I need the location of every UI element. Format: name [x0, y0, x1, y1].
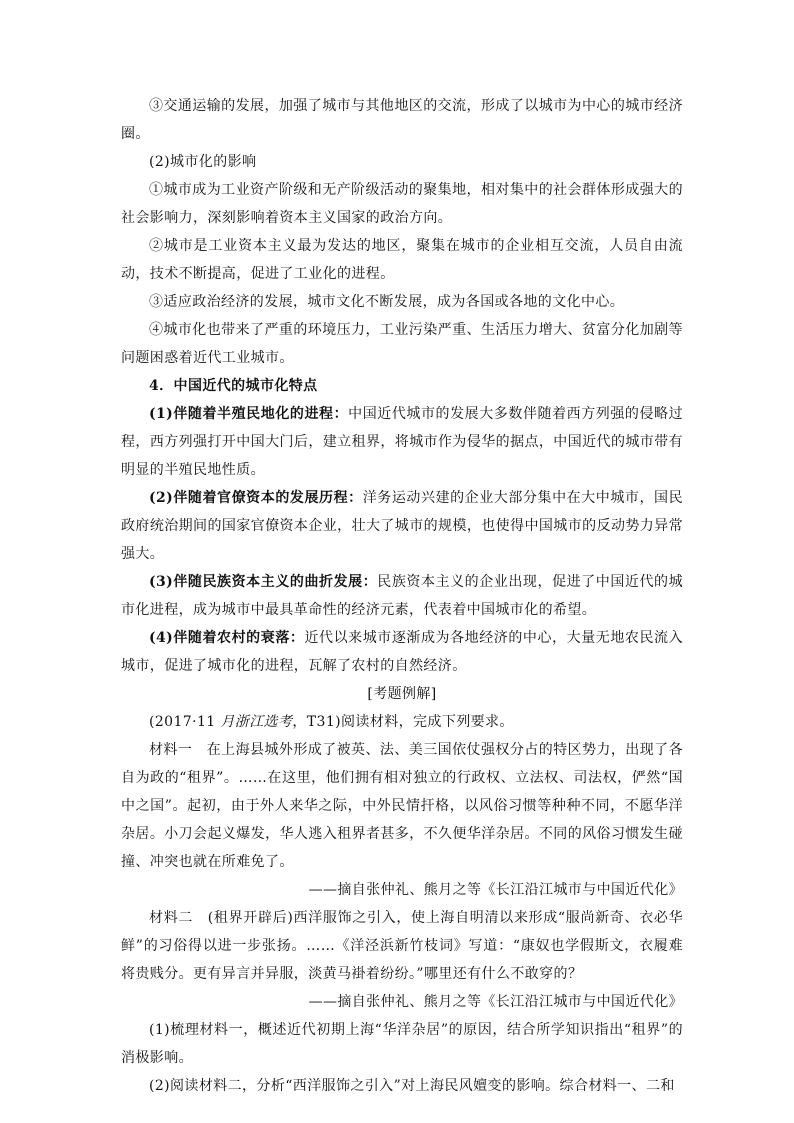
paragraph-feature-3: [121, 568, 683, 624]
feature-3-heading: (3)伴随民族资本主义的曲折发展：: [149, 574, 378, 590]
paragraph-impact-3: ③适应政治经济的发展，城市文化不断发展，成为各国或各地的文化中心。: [149, 294, 625, 310]
feature-1-body: 中国近代城市的发展大多数伴随着西方列强的侵略过程，西方列强打开中国大门后，建立租界，将城市作为侵华的据点，中国近代的城市带有明显的半殖民地性质。: [121, 406, 683, 478]
paragraph-impact-4: ④城市化也带来了严重的环境压力，工业污染严重、生活压力增大、贫富分化加剧等问题困惑着近代工业城市。: [121, 322, 683, 366]
feature-4-heading: (4)伴随着农村的衰落：: [149, 630, 305, 646]
paragraph-feature-1: [121, 400, 683, 484]
paragraph-transport: ③交通运输的发展，加强了城市与其他地区的交流，形成了以城市为中心的城市经济圈。: [121, 98, 683, 142]
paragraph-feature-2: [121, 484, 683, 568]
paragraph-impact-2: ②城市是工业资本主义最为发达的地区，聚集在城市的企业相互交流，人员自由流动，技术不断提高，促进了工业化的进程。: [121, 238, 683, 282]
question-intro: [121, 708, 683, 736]
document-body: [121, 92, 683, 1100]
heading-china-urbanization: 4．中国近代的城市化特点: [149, 378, 318, 394]
material-one-citation: ——摘自张仲礼、熊月之等《长江沿江城市与中国近代化》: [308, 882, 683, 898]
question-source-exam: 月浙江选考: [220, 714, 293, 730]
section-label-exam-example: [考题例解]: [367, 686, 437, 702]
material-two-citation: ——摘自张仲礼、熊月之等《长江沿江城市与中国近代化》: [308, 994, 683, 1010]
question-instruction: ，T31)阅读材料，完成下列要求。: [292, 714, 514, 730]
feature-3-body: 民族资本主义的企业出现，促进了中国近代的城市化进程，成为城市中最具革命性的经济元素，代表着中国城市化的希望。: [121, 574, 683, 618]
material-two: 材料二 (租界开辟后)西洋服饰之引入，使上海自明清以来形成“服尚新奇、衣必华鲜”的习俗得以进一步张扬。……《洋泾浜新竹枝词》写道：“康奴也学假斯文，衣履难将贵贱分。更有异言并异服，淡黄马褂着纷纷。”哪里还有什么不敢穿的？: [121, 910, 683, 982]
feature-2-body: 洋务运动兴建的企业大部分集中在大中城市，国民政府统治期间的国家官僚资本企业，壮大了城市的规模，也使得中国城市的反动势力异常强大。: [121, 490, 683, 562]
heading-urbanization-impact: (2)城市化的影响: [149, 154, 257, 170]
feature-4-body: 近代以来城市逐渐成为各地经济的中心，大量无地农民流入城市，促进了城市化的进程，瓦解了农村的自然经济。: [121, 630, 683, 674]
feature-2-heading: (2)伴随着官僚资本的发展历程：: [149, 490, 363, 506]
question-2: (2)阅读材料二，分析“西洋服饰之引入”对上海民风嬗变的影响。综合材料一、二和: [149, 1078, 675, 1094]
material-one: 材料一 在上海县城外形成了被英、法、美三国依仗强权分占的特区势力，出现了各自为政的“租界”。……在这里，他们拥有相对独立的行政权、立法权、司法权，俨然“国中之国”。起初，由于外人来华之际，中外民情扞格，以风俗习惯等种种不同，不愿华洋杂居。小刀会起义爆发，华人逃入租界者甚多，不久便华洋杂居。不同的风俗习惯发生碰撞、冲突也就在所难免了。: [121, 742, 683, 870]
question-source-year: (2017·11: [149, 714, 221, 730]
feature-1-heading: (1)伴随着半殖民地化的进程：: [149, 406, 349, 422]
paragraph-feature-4: [121, 624, 683, 680]
paragraph-impact-1: ①城市成为工业资产阶级和无产阶级活动的聚集地，相对集中的社会群体形成强大的社会影响力，深刻影响着资本主义国家的政治方向。: [121, 182, 683, 226]
question-1: (1)梳理材料一，概述近代初期上海“华洋杂居”的原因，结合所学知识指出“租界”的消极影响。: [121, 1022, 683, 1066]
